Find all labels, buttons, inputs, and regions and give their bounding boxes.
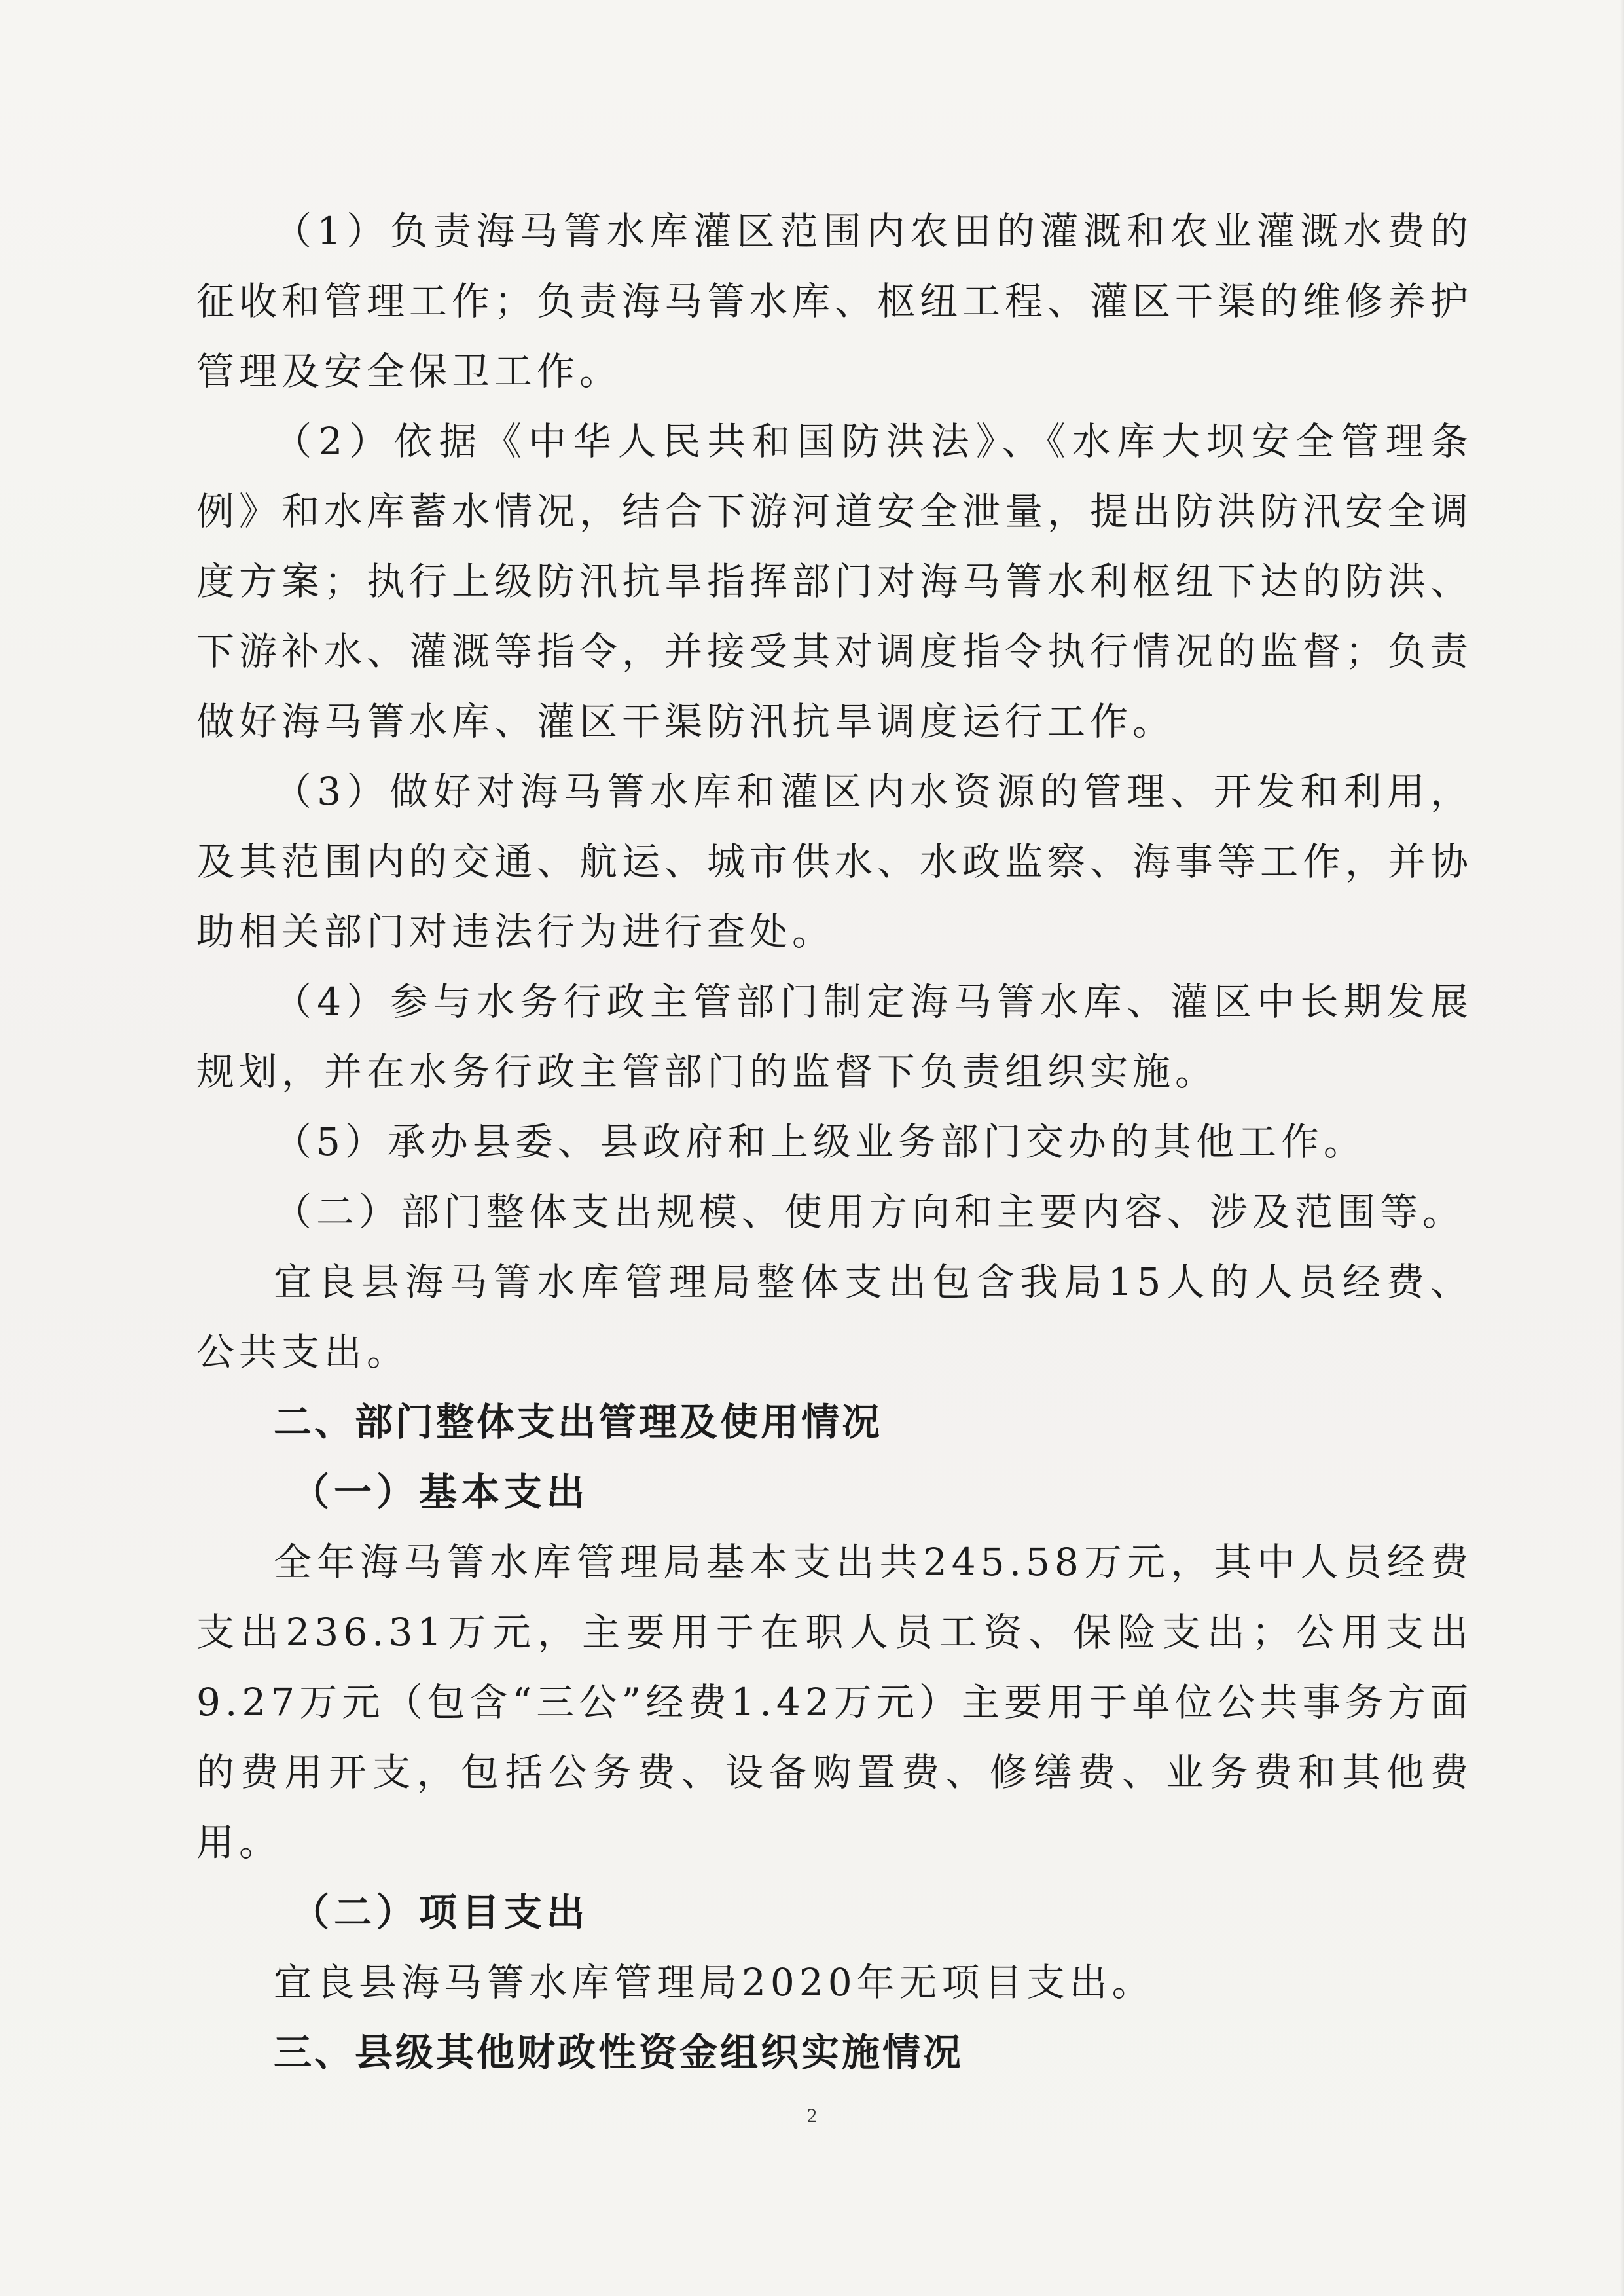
section-heading-expenditure-management: 二、部门整体支出管理及使用情况 (274, 1400, 883, 1444)
paragraph-duty-4: （4）参与水务行政主管部门制定海马箐水库、灌区中长期发展规划，并在水务行政主管部门的监督下负责组织实施。 (196, 979, 1473, 1094)
subheading-project-expenditure: （二）项目支出 (291, 1890, 590, 1935)
paragraph-duty-1: （1）负责海马箐水库灌区范围内农田的灌溉和农业灌溉水费的征收和管理工作；负责海马箐水库、枢纽工程、灌区干渠的维修养护管理及安全保卫工作。 (196, 209, 1473, 393)
paragraph-expenditure-scope: （二）部门整体支出规模、使用方向和主要内容、涉及范围等。 (274, 1190, 1466, 1234)
paragraph-duty-2: （2）依据《中华人民共和国防洪法》、《水库大坝安全管理条例》和水库蓄水情况，结合下游河道安全泄量，提出防洪防汛安全调度方案；执行上级防汛抗旱指挥部门对海马箐水利枢纽下达的防洪、下游补水、灌溉等指令，并接受其对调度指令执行情况的监督；负责做好海马箐水库、灌区干渠防汛抗旱调度运行工作。 (196, 419, 1473, 744)
paragraph-project-expenditure: 宜良县海马箐水库管理局2020年无项目支出。 (274, 1960, 1155, 2005)
section-heading-other-funds: 三、县级其他财政性资金组织实施情况 (274, 2030, 964, 2075)
paragraph-duty-5: （5）承办县委、县政府和上级业务部门交办的其他工作。 (274, 1120, 1366, 1164)
paragraph-duty-3: （3）做好对海马箐水库和灌区内水资源的管理、开发和利用，及其范围内的交通、航运、城市供水、水政监察、海事等工作，并协助相关部门对违法行为进行查处。 (196, 769, 1473, 954)
subheading-basic-expenditure: （一）基本支出 (291, 1470, 590, 1514)
scan-edge-shadow (1620, 0, 1624, 2296)
document-body (196, 196, 1473, 2088)
paragraph-basic-expenditure: 全年海马箐水库管理局基本支出共245.58万元，其中人员经费支出236.31万元，主要用于在职人员工资、保险支出；公用支出9.27万元（包含“三公”经费1.42万元）主要用于单位公共事务方面的费用开支，包括公务费、设备购置费、修缮费、业务费和其他费用。 (196, 1540, 1473, 1865)
page-number: 2 (807, 2105, 817, 2126)
paragraph-expenditure-summary: 宜良县海马箐水库管理局整体支出包含我局15人的人员经费、公共支出。 (196, 1260, 1473, 1374)
